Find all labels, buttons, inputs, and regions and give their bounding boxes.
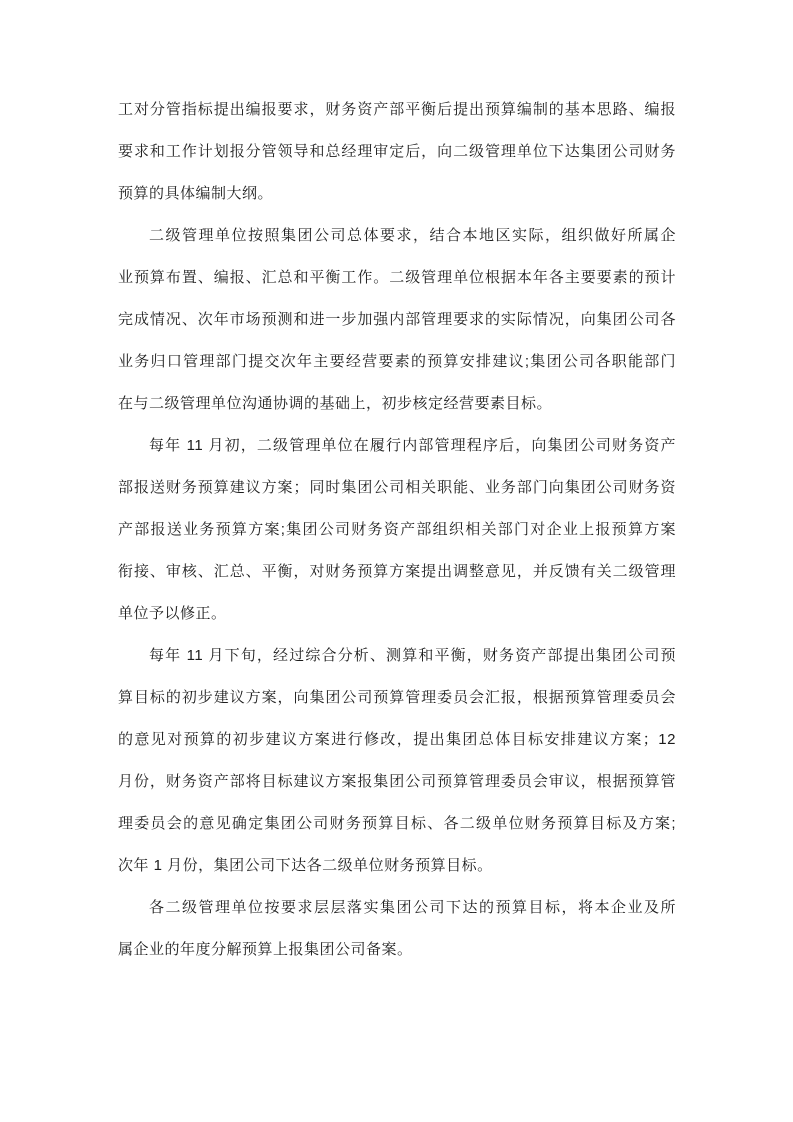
text-line: 产部报送业务预算方案;集团公司财务资产部组织相关部门对企业上报预算方案	[118, 521, 676, 538]
text-line: 月份，财务资产部将目标建议方案报集团公司预算管理委员会审议，根据预算管	[118, 773, 676, 790]
paragraph	[118, 89, 676, 215]
paragraph	[118, 425, 676, 635]
text-line: 每年 11 月下旬，经过综合分析、测算和平衡，财务资产部提出集团公司预	[149, 647, 676, 664]
text-line: 完成情况、次年市场预测和进一步加强内部管理要求的实际情况，向集团公司各	[118, 311, 676, 328]
paragraph	[118, 635, 676, 887]
text-line: 在与二级管理单位沟通协调的基础上，初步核定经营要素目标。	[118, 395, 553, 412]
text-line: 每年 11 月初，二级管理单位在履行内部管理程序后，向集团公司财务资产	[149, 437, 676, 454]
text-line: 属企业的年度分解预算上报集团公司备案。	[118, 941, 413, 958]
paragraph	[118, 215, 676, 425]
text-line: 衔接、审核、汇总、平衡，对财务预算方案提出调整意见，并反馈有关二级管理	[118, 563, 676, 580]
text-line: 各二级管理单位按要求层层落实集团公司下达的预算目标，将本企业及所	[149, 899, 676, 916]
text-line: 预算的具体编制大纲。	[118, 185, 274, 202]
text-line: 次年 1 月份，集团公司下达各二级单位财务预算目标。	[118, 857, 493, 874]
text-line: 的意见对预算的初步建议方案进行修改，提出集团总体目标安排建议方案；12	[118, 731, 676, 748]
text-line: 业务归口管理部门提交次年主要经营要素的预算安排建议;集团公司各职能部门	[118, 353, 676, 370]
document-body	[118, 89, 676, 971]
text-line: 二级管理单位按照集团公司总体要求，结合本地区实际，组织做好所属企	[149, 227, 676, 244]
text-line: 算目标的初步建议方案，向集团公司预算管理委员会汇报，根据预算管理委员会	[118, 689, 676, 706]
paragraph	[118, 887, 676, 971]
text-line: 业预算布置、编报、汇总和平衡工作。二级管理单位根据本年各主要要素的预计	[118, 269, 676, 286]
text-line: 理委员会的意见确定集团公司财务预算目标、各二级单位财务预算目标及方案;	[118, 815, 676, 832]
text-line: 工对分管指标提出编报要求，财务资产部平衡后提出预算编制的基本思路、编报	[118, 101, 676, 118]
text-line: 部报送财务预算建议方案；同时集团公司相关职能、业务部门向集团公司财务资	[118, 479, 676, 496]
text-line: 要求和工作计划报分管领导和总经理审定后，向二级管理单位下达集团公司财务	[118, 143, 676, 160]
text-line: 单位予以修正。	[118, 605, 227, 622]
